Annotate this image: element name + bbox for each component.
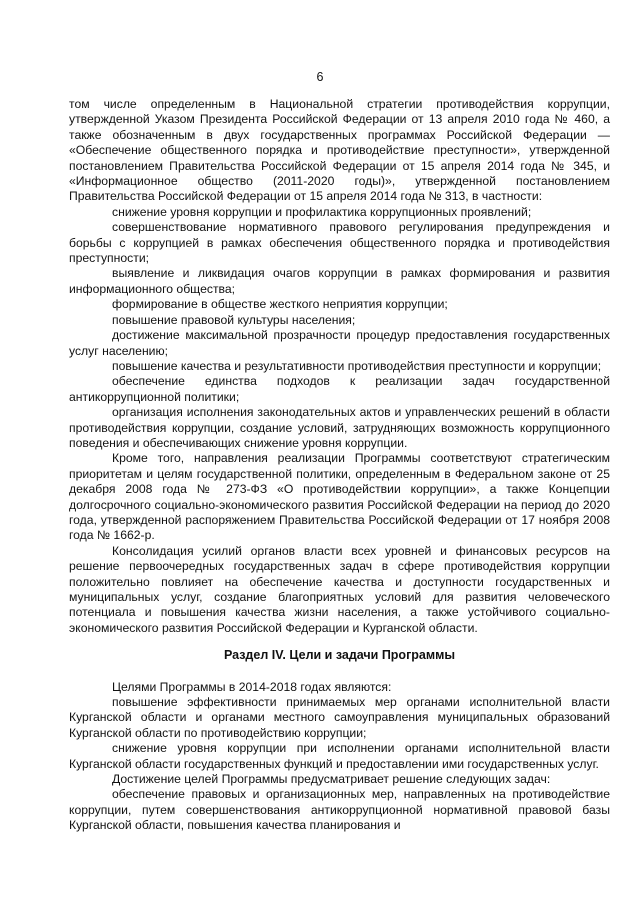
page-number: 6 — [316, 70, 324, 84]
paragraph: достижение максимальной прозрачности процедур предоставления государственных услуг населению; — [69, 328, 610, 358]
paragraph: том числе определенным в Национальной стратегии противодействия коррупции, утвержденной Указом Президента Российской Федерации от 13 апреля 2010 года № 460, а также обозначенным в двух государственных программах Российской Федерации — «Обеспечение общественного порядка и противодействие преступности», утвержденной постановлением Правительства Российской Федерации от 15 апреля 2014 года № 345, и «Информационное общество (2011-2020 годы)», утвержденной постановлением Правительства Российской Федерации от 15 апреля 2014 года № 313, в частности: — [69, 97, 610, 204]
paragraph: обеспечение единства подходов к реализации задач государственной антикоррупционной политики; — [69, 374, 610, 404]
paragraph: совершенствование нормативного правового регулирования предупреждения и борьбы с коррупцией в рамках обеспечения общественного порядка и противодействия преступности; — [69, 220, 610, 266]
text-block-after-heading — [69, 680, 610, 834]
document-body — [69, 97, 610, 834]
paragraph: повышение правовой культуры населения; — [112, 312, 356, 327]
section-heading: Раздел IV. Цели и задачи Программы — [223, 648, 456, 663]
text-block-before-heading — [69, 97, 610, 636]
paragraph: Кроме того, направления реализации Программы соответствуют стратегическим приоритетам и целям государственной политики, определенным в Федеральном законе от 25 декабря 2008 года № 273-ФЗ «О противодействии коррупции», а также Концепции долгосрочного социально-экономического развития Российской Федерации на период до 2020 года, утвержденной распоряжением Правительства Российской Федерации от 17 ноября 2008 года № 1662-р. — [69, 451, 610, 543]
paragraph: формирование в обществе жесткого неприятия коррупции; — [112, 297, 448, 312]
paragraph: снижение уровня коррупции при исполнении органами исполнительной власти Курганской области государственных функций и предоставлении ими государственных услуг. — [69, 741, 610, 771]
paragraph: организация исполнения законодательных актов и управленческих решений в области противодействия коррупции, создание условий, затрудняющих возможность коррупционного поведения и обеспечивающих снижение уровня коррупции. — [69, 405, 610, 450]
paragraph: повышение эффективности принимаемых мер органами исполнительной власти Курганской области и органами местного самоуправления муниципальных образований Курганской области по противодействию коррупции; — [69, 695, 610, 740]
paragraph: повышение качества и результативности противодействия преступности и коррупции; — [112, 358, 602, 373]
paragraph: Достижение целей Программы предусматривает решение следующих задач: — [112, 772, 551, 787]
paragraph: обеспечение правовых и организационных мер, направленных на противодействие коррупции, путем совершенствования антикоррупционной нормативной правовой базы Курганской области, повышения качества планирования и — [69, 787, 610, 833]
paragraph: выявление и ликвидация очагов коррупции в рамках формирования и развития информационного общества; — [69, 266, 610, 296]
paragraph: снижение уровня коррупции и профилактика коррупционных проявлений; — [112, 204, 532, 219]
paragraph: Консолидация усилий органов власти всех уровней и финансовых ресурсов на решение первоочередных государственных задач в сфере противодействия коррупции положительно повлияет на обеспечение качества и доступности государственных и муниципальных услуг, создание благоприятных условий для развития человеческого потенциала и повышения качества жизни населения, а также устойчивого социально-экономического развития Российской Федерации и Курганской области. — [69, 543, 610, 635]
paragraph: Целями Программы в 2014-2018 годах являются: — [112, 679, 392, 694]
